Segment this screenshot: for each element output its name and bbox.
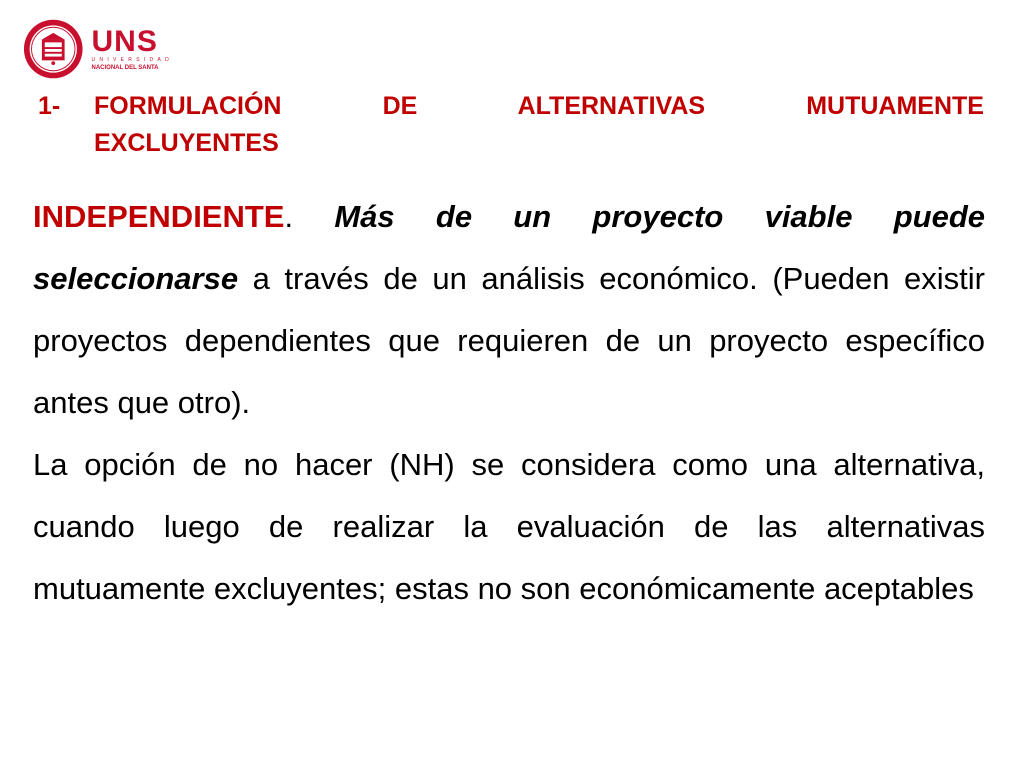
slide-body <box>33 186 985 620</box>
logo-title: UNS <box>91 24 158 58</box>
term-independiente: INDEPENDIENTE <box>33 199 285 234</box>
logo-line1: UNIVERSIDAD <box>91 56 173 63</box>
logo-wordmark <box>91 24 173 72</box>
emphasis-text: Más de un proyecto viable puede seleccionarse <box>33 199 985 296</box>
heading-number: 1- <box>38 92 61 120</box>
heading-text <box>94 88 984 162</box>
paragraph1-rest: a través de un análisis económico. (Pueden existir proyectos dependientes que requieren de un proyecto específico antes que otro). <box>33 261 985 420</box>
slide-heading <box>38 88 984 162</box>
heading-line1: FORMULACIÓN DE ALTERNATIVAS MUTUAMENTE <box>94 92 984 120</box>
heading-line2: EXCLUYENTES <box>94 129 279 157</box>
university-seal-icon <box>23 17 84 81</box>
paragraph-no-hacer: La opción de no hacer (NH) se considera como una alternativa, cuando luego de realizar la evaluación de las alternativas mutuamente excluyentes; estas no son económicamente aceptables <box>33 447 985 606</box>
logo-line2: NACIONAL DEL SANTA <box>91 64 159 71</box>
paragraph-independiente <box>33 186 985 434</box>
university-logo <box>23 14 173 84</box>
term-punct: . <box>284 199 335 234</box>
